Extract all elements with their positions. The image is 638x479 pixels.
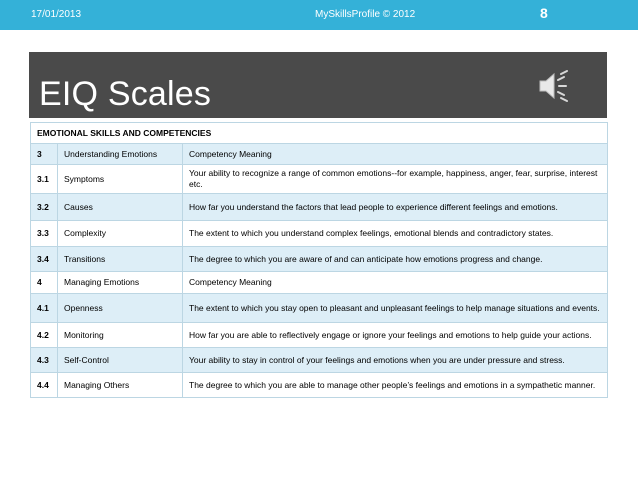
row-name: Symptoms xyxy=(58,165,183,194)
row-number: 4.1 xyxy=(31,294,58,323)
row-name: Managing Emotions xyxy=(58,272,183,294)
row-text: How far you are able to reflectively engage or ignore your feelings and emotions to help guide your actions. xyxy=(183,323,608,348)
table-row xyxy=(31,194,608,221)
table-row xyxy=(31,323,608,348)
row-name: Understanding Emotions xyxy=(58,144,183,165)
row-text: Competency Meaning xyxy=(183,272,608,294)
table-row xyxy=(31,247,608,272)
table-row xyxy=(31,144,608,165)
row-text: The extent to which you stay open to pleasant and unpleasant feelings to help manage situations and events. xyxy=(183,294,608,323)
row-text: The degree to which you are aware of and can anticipate how emotions progress and change. xyxy=(183,247,608,272)
row-number: 3.4 xyxy=(31,247,58,272)
row-name: Causes xyxy=(58,194,183,221)
slide-date: 17/01/2013 xyxy=(31,9,82,20)
row-number: 4.2 xyxy=(31,323,58,348)
table-section-title: EMOTIONAL SKILLS AND COMPETENCIES xyxy=(31,123,608,144)
top-bar xyxy=(0,0,638,30)
row-text: How far you understand the factors that lead people to experience different feelings and emotions. xyxy=(183,194,608,221)
row-number: 4.4 xyxy=(31,373,58,398)
row-name: Self-Control xyxy=(58,348,183,373)
row-number: 3 xyxy=(31,144,58,165)
speaker-icon[interactable] xyxy=(534,66,574,106)
competency-table xyxy=(30,122,608,398)
table-row xyxy=(31,294,608,323)
row-name: Complexity xyxy=(58,221,183,247)
row-text: The extent to which you understand complex feelings, emotional blends and contradictory states. xyxy=(183,221,608,247)
table-row xyxy=(31,272,608,294)
slide-footer: MySkillsProfile © 2012 xyxy=(315,9,416,20)
row-number: 4.3 xyxy=(31,348,58,373)
row-name: Transitions xyxy=(58,247,183,272)
row-name: Openness xyxy=(58,294,183,323)
page-title: EIQ Scales xyxy=(39,75,212,113)
row-number: 3.1 xyxy=(31,165,58,194)
row-number: 3.2 xyxy=(31,194,58,221)
row-number: 4 xyxy=(31,272,58,294)
row-text: Your ability to stay in control of your feelings and emotions when you are under pressure and stress. xyxy=(183,348,608,373)
slide-header xyxy=(29,52,607,118)
row-text: Your ability to recognize a range of common emotions--for example, happiness, anger, fear, surprise, interest etc. xyxy=(183,165,608,194)
row-text: Competency Meaning xyxy=(183,144,608,165)
row-text: The degree to which you are able to manage other people’s feelings and emotions in a sympathetic manner. xyxy=(183,373,608,398)
row-name: Managing Others xyxy=(58,373,183,398)
row-name: Monitoring xyxy=(58,323,183,348)
row-number: 3.3 xyxy=(31,221,58,247)
slide-number: 8 xyxy=(540,5,548,21)
table-row xyxy=(31,348,608,373)
table-row xyxy=(31,221,608,247)
table-row xyxy=(31,373,608,398)
table-row xyxy=(31,165,608,194)
